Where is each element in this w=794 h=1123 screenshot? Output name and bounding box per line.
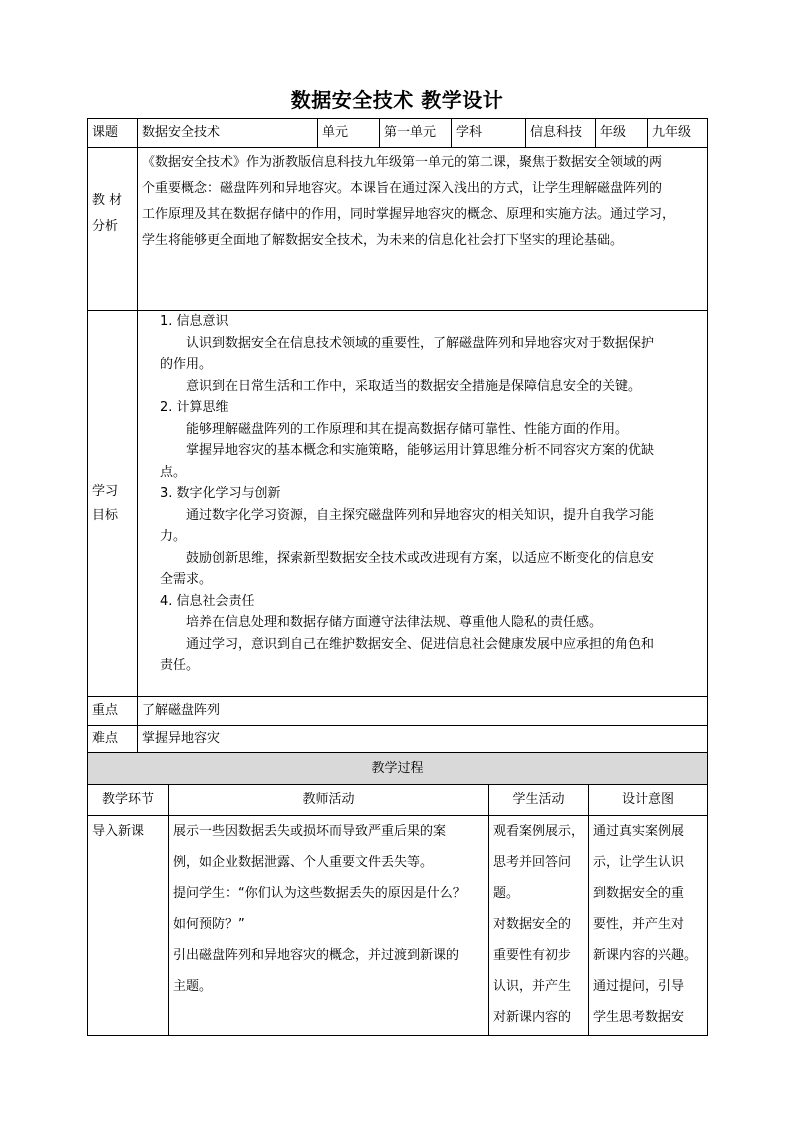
goal-item-cont: 责任。 [160, 658, 200, 673]
key-point-value: 了解磁盘阵列 [138, 697, 708, 726]
teacher-line: 如何预防？” [173, 917, 245, 932]
intent-line: 到数据安全的重 [593, 886, 685, 901]
goal-item-cont: 的作用。 [160, 357, 213, 372]
col-stage: 教学环节 [88, 785, 169, 816]
goals-label [88, 311, 138, 697]
subject-label: 学科 [452, 119, 526, 148]
info-row [88, 119, 708, 148]
process-columns-row [88, 785, 708, 816]
material-label-line2: 分析 [92, 219, 119, 234]
material-row [88, 148, 708, 311]
intent-line: 要性，并产生对 [593, 917, 685, 932]
teacher-line: 例，如企业数据泄露、个人重要文件丢失等。 [173, 855, 434, 870]
col-student: 学生活动 [489, 785, 589, 816]
goal-item-cont: 全需求。 [160, 572, 213, 587]
goal-item: 能够理解磁盘阵列的工作原理和其在提高数据存储可靠性、性能方面的作用。 [186, 421, 629, 437]
subject-value: 信息科技 [526, 119, 596, 148]
intent-line: 通过真实案例展 [593, 824, 685, 839]
material-line: 工作原理及其在数据存储中的作用，同时掌握异地容灾的概念、原理和实施方法。通过学习， [142, 207, 676, 222]
process-header-row [88, 753, 708, 785]
goal-heading: 4. 信息社会责任 [160, 593, 255, 609]
student-line: 观看案例展示， [493, 824, 585, 839]
unit-value: 第一单元 [380, 119, 452, 148]
goal-heading: 2. 计算思维 [160, 400, 229, 415]
goals-row [88, 311, 708, 697]
goal-item-cont: 点。 [160, 464, 187, 480]
topic-value: 数据安全技术 [138, 119, 318, 148]
grade-value: 九年级 [648, 119, 708, 148]
difficulty-value: 掌握异地容灾 [138, 726, 708, 753]
material-text [138, 148, 708, 311]
stage-cell: 导入新课 [88, 816, 169, 1036]
student-line: 对新课内容的 [493, 1010, 572, 1025]
goals-label-line2: 目标 [92, 507, 119, 523]
difficulty-label: 难点 [88, 726, 138, 753]
teacher-line: 展示一些因数据丢失或损坏而导致严重后果的案 [173, 824, 447, 839]
goals-text [138, 311, 708, 697]
teacher-activity [169, 816, 489, 1036]
design-intent [589, 816, 708, 1036]
goal-heading: 1. 信息意识 [160, 314, 229, 329]
process-row [88, 816, 708, 1036]
intent-line: 学生思考数据安 [593, 1010, 685, 1025]
student-line: 认识，并产生 [493, 979, 572, 994]
goal-item: 通过学习，意识到自己在维护数据安全、促进信息社会健康发展中应承担的角色和 [186, 636, 655, 652]
intent-line: 新课内容的兴趣。 [593, 948, 698, 963]
teacher-line: 提问学生：“你们认为这些数据丢失的原因是什么？ [173, 886, 466, 901]
topic-label: 课题 [88, 119, 138, 148]
teaching-process-table [87, 752, 708, 1036]
key-point-row [88, 697, 708, 726]
material-line: 个重要概念：磁盘阵列和异地容灾。本课旨在通过深入浅出的方式，让学生理解磁盘阵列的 [142, 181, 663, 196]
goal-item: 培养在信息处理和数据存储方面遵守法律法规、尊重他人隐私的责任感。 [186, 615, 603, 630]
material-label [88, 148, 138, 311]
col-intent: 设计意图 [589, 785, 708, 816]
goals-label-line1: 学习 [92, 483, 119, 499]
student-line: 题。 [493, 886, 520, 901]
goal-item-cont: 力。 [160, 529, 187, 544]
student-line: 对数据安全的 [493, 917, 572, 932]
goal-heading: 3. 数字化学习与创新 [160, 486, 281, 501]
goal-item: 意识到在日常生活和工作中，采取适当的数据安全措施是保障信息安全的关键。 [186, 378, 642, 394]
teacher-line: 引出磁盘阵列和异地容灾的概念，并过渡到新课的 [173, 948, 460, 963]
material-line: 学生将能够更全面地了解数据安全技术，为未来的信息化社会打下坚实的理论基础。 [142, 233, 624, 248]
student-line: 重要性有初步 [493, 948, 572, 963]
lesson-info-table [87, 118, 708, 753]
unit-label: 单元 [318, 119, 380, 148]
col-teacher: 教师活动 [169, 785, 489, 816]
student-activity [489, 816, 589, 1036]
student-line: 思考并回答问 [493, 855, 572, 870]
goal-item: 通过数字化学习资源，自主探究磁盘阵列和异地容灾的相关知识，提升自我学习能 [186, 507, 655, 523]
difficulty-row [88, 726, 708, 753]
intent-line: 通过提问，引导 [593, 979, 685, 994]
goal-item: 认识到数据安全在信息技术领域的重要性，了解磁盘阵列和异地容灾对于数据保护 [186, 335, 655, 351]
goal-item: 鼓励创新思维，探索新型数据安全技术或改进现有方案，以适应不断变化的信息安 [186, 550, 655, 566]
document-title: 数据安全技术 教学设计 [290, 88, 504, 112]
process-header: 教学过程 [88, 753, 708, 785]
material-label-line1: 教 材 [92, 193, 123, 208]
goal-item: 掌握异地容灾的基本概念和实施策略，能够运用计算思维分析不同容灾方案的优缺 [186, 443, 655, 458]
material-line: 《数据安全技术》作为浙教版信息科技九年级第一单元的第二课，聚焦于数据安全领域的两 [142, 155, 663, 170]
grade-label: 年级 [596, 119, 648, 148]
key-point-label: 重点 [88, 697, 138, 726]
intent-line: 示，让学生认识 [593, 855, 685, 870]
teacher-line: 主题。 [173, 979, 213, 994]
